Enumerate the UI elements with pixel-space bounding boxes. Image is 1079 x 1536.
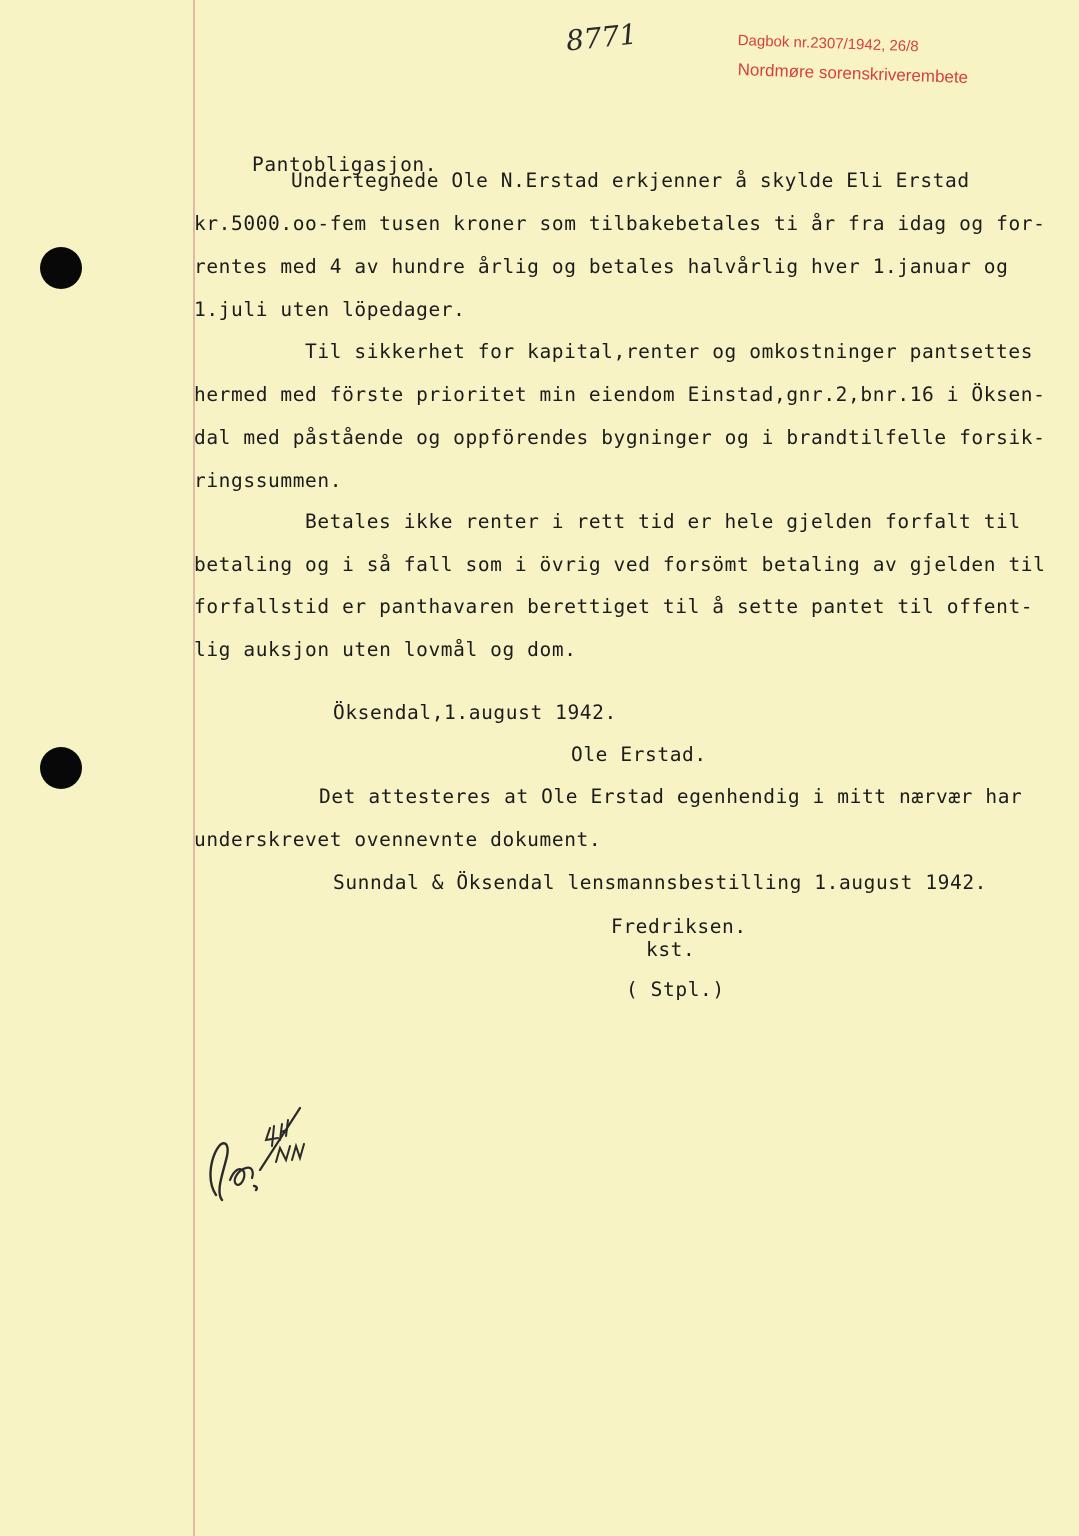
signature-name: Ole Erstad.	[571, 743, 707, 766]
registry-stamp-line-1: Dagbok nr.2307/1942, 26/8	[737, 32, 919, 56]
punch-hole-bottom	[40, 747, 82, 789]
text-line-2: kr.5000.oo-fem tusen kroner som tilbakebetales ti år fra idag og for-	[194, 212, 1046, 235]
folio-number: 8771	[564, 17, 639, 58]
attester-name: Fredriksen.	[611, 915, 747, 938]
text-line-1: Undertegnede Ole N.Erstad erkjenner å skylde Eli Erstad	[291, 169, 970, 192]
text-line-4: 1.juli uten löpedager.	[194, 298, 466, 321]
attestation-line-2: underskrevet ovennevnte dokument.	[194, 828, 602, 851]
text-line-3: rentes med 4 av hundre årlig og betales halvårlig hver 1.januar og	[194, 255, 1009, 278]
handwritten-annotation	[196, 1100, 316, 1210]
document-title: Pantobligasjon.	[252, 153, 438, 176]
text-line-12: lig auksjon uten lovmål og dom.	[194, 638, 577, 661]
attester-title: kst.	[646, 938, 696, 961]
text-line-7: dal med påstående og oppförendes bygninger og i brandtilfelle forsik-	[194, 426, 1046, 449]
text-line-5: Til sikkerhet for kapital,renter og omkostninger pantsettes	[305, 340, 1034, 363]
text-line-8: ringssummen.	[194, 469, 343, 492]
text-line-10: betaling og i så fall som i övrig ved forsömt betaling av gjelden til	[194, 553, 1046, 576]
stamp-note: ( Stpl.)	[626, 978, 725, 1001]
registry-stamp-line-2: Nordmøre sorenskriverembete	[737, 60, 969, 88]
punch-hole-top	[40, 247, 82, 289]
attestation-office-date: Sunndal & Öksendal lensmannsbestilling 1.august 1942.	[333, 871, 988, 894]
attestation-line-1: Det attesteres at Ole Erstad egenhendig i mitt nærvær har	[319, 785, 1023, 808]
text-line-6: hermed med förste prioritet min eiendom Einstad,gnr.2,bnr.16 i Öksen-	[194, 383, 1046, 406]
text-line-9: Betales ikke renter i rett tid er hele gjelden forfalt til	[305, 510, 1021, 533]
text-line-11: forfallstid er panthavaren berettiget til å sette pantet til offent-	[194, 595, 1034, 618]
place-date: Öksendal,1.august 1942.	[333, 701, 617, 724]
